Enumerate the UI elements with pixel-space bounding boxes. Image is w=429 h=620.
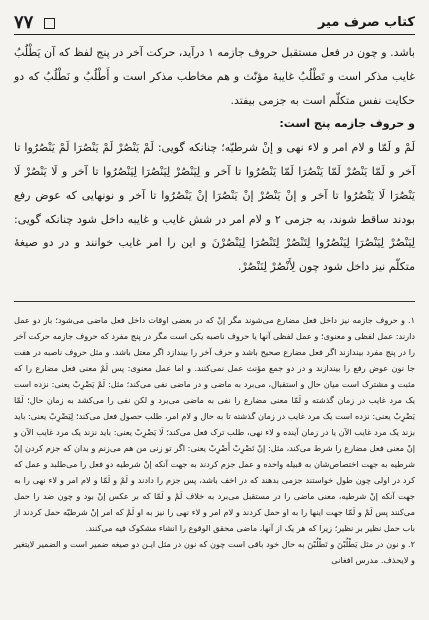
page-number-group <box>14 12 55 33</box>
footnote-2: ۲. و نون در مثل يَطْلُبْنَ و تَطْلُبْنَ به حال خود باقی است چون که نون در مثل ایـن دو صیغه ضمیر است و الضمیر لایتغیر و لایحذف. مدرس افغانی <box>14 538 415 565</box>
paragraph-2: لَمْ و لَمّا و لام امر و لاء نهی و إنْ شرطیّه؛ چنانکه گویی: لَمْ يَنْصُرْ لَمْ يَنْصُرَا لَمْ يَنْصُرُوا تا آخر و لَمّا يَنْصُرْ لَمّا يَنْصُرَا لَمّا يَنْصُرُوا تا آخر و لِيَنْصُرْ لِيَنْصُرَا لِيَنْصُرُوا تا آخر و لَا يَنْصُرْ لَا يَنْصُرَا لَا يَنْصُرُوا تا آخر و إنْ يَنْصُرْ إنْ يَنْصُرَا إنْ يَنْصُرُوا تا آخر و نونهایی که عوض رفع بودند ساقط شوند، به جزمی ۲ و لام امر در شش غایب و غایبه داخل شود چنانکه گویی: لِيَنْصُرْ لِيَنْصُرَا لِيَنْصُرُوا لِتَنْصُرْ لِتَنْصُرَا لِيَنْصُرْنَ و این را امر غایب خوانند و در دو صیغهٔ متکلّم نیز داخل شود چون لِأَنْصُرْ لِنَنْصُرْ. <box>14 141 415 274</box>
running-title: کتاب صرف میر <box>317 14 415 30</box>
page-number: ۷۷ <box>14 11 34 33</box>
main-text <box>14 41 415 279</box>
footnotes <box>14 312 415 568</box>
footnote-1: ۱. و حروف جازمه نیز داخل فعل مضارع می‌شوند مگر إنْ که در بعضی اوقات داخل فعل ماضی می‌شود؛ باز دو عمل دارند: عمل لفظی و معنوی؛ و عمل لفظی آنها یا حروف ناصبه یکی است مگر در پنج مفرد که حروف جازمه حرکت آخر را در پنج مفرد بیندازند اگر فعل مضارع صحیح باشد و حرف آخر را بیندازد اگر معتل باشد. و مثل حروف ناصبه در هفت جا نون عوض رفع را بیندازند و در دو جمع مؤنث عمل نمی‌کنند. و اما عمل معنوی: پس لَمْ معنی فعل مضارع را که مثبت و مشترک است میان حال و استقبال، می‌برد به ماضی و در ماضی نفی می‌کند؛ مثل: لَمْ يَضْرِبْ یعنی: نزده است یک مرد غایب در زمان گذشته و لَمّا معنی مضارع را نفی به ماضی می‌برد و لکن نفی را می‌کشد به زمان حال؛ لَمّا يَضْرِبْ یعنی: نزده است یک مرد غایب در زمان گذشته تا به حال و لام امر، طلب حصول فعل می‌کند؛ لِيَضْرِبْ یعنی: باید بزند یک مرد غایب الآن یا در زمان آینده و لاء نهی، طلب ترک فعل می‌کند؛ لَا يَضْرِبْ یعنی: باید نزند یک مرد غایب الآن و إنْ معنی فعل مضارع را شرط می‌کند، مثل: إنْ تَضْرِبْ أَضْرِبْ یعنی: اگر تو زنی من هم می‌زنم و بدان که جزم کردن إنْ شرطیه به جهت اختصاص‌شان به قبیله واحده و عمل جزم کردند به جهت آنکه إنْ شرطیه دو فعل را می‌طلبد و عمل که کرد در اولی چون طول خواستند جزمی بدهند که در اخف باشد، پس جزم را دادند و لَمْ و لَمّا و لام امر و لاء نهی را به جهت آنکه إنْ شرطیه، معنی ماضی را در مستقبل می‌برد به خلاف لَمْ و لَمّا که بر عکس إنْ بود و چون ضد را حمل می‌کنند پس لَمْ و لَمّا جهت اینها را به او حمل کردند و لام امر و لاء نهی را نیز به او لَمْ که امر إنْ شرطیّه حمل کردند از باب حمل نظیر بر نظیر؛ زیرا که هر یک از آنها، ماضی محقق الوقوع را انشاء مشکوک فیه می‌کنند. <box>14 314 415 533</box>
page-header <box>14 10 415 35</box>
footnote-separator <box>14 301 415 302</box>
section-heading: و حروف جازمه پنج است: <box>279 117 415 131</box>
paragraph-1: باشد. و چون در فعل مستقبل حروف جازمه ۱ درآید، حرکت آخر در پنج لفظ که آن یَطْلُبُ غایب مذکر است و تَطْلُبُ غایبهٔ مؤنّث و هم مخاطب مذکر است و أَطْلُبُ و نَطْلُبُ که دو حکایت نفس متکلّم است به جزمی بیفتد. <box>14 46 415 107</box>
square-ornament-icon <box>44 18 55 29</box>
